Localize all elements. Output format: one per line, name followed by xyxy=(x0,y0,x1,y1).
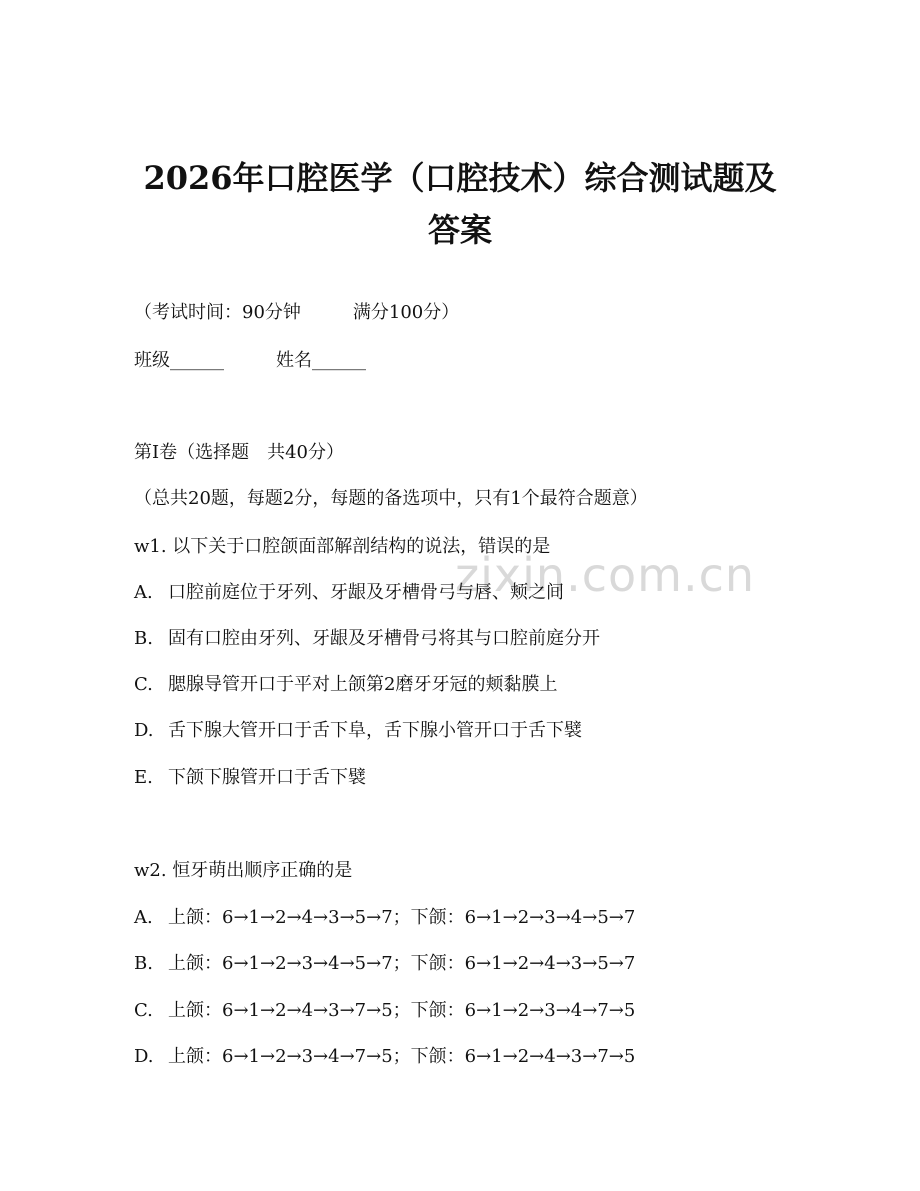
document-title xyxy=(60,152,860,256)
part-note: （总共20题，每题2分，每题的备选项中，只有1个最符合题意） xyxy=(134,488,648,509)
option-letter: B. xyxy=(134,953,153,974)
full-score: 满分100分） xyxy=(352,302,460,323)
question-2-option-b xyxy=(134,950,635,978)
option-text: 口腔前庭位于牙列、牙龈及牙槽骨弓与唇、颊之间 xyxy=(168,582,564,603)
option-letter: A. xyxy=(134,582,153,603)
question-1-option-e xyxy=(134,764,366,792)
question-1-stem: w1. 以下关于口腔颌面部解剖结构的说法，错误的是 xyxy=(134,536,551,557)
option-text: 上颌：6→1→2→4→3→7→5；下颌：6→1→2→3→4→7→5 xyxy=(168,1000,636,1021)
question-1-option-d xyxy=(134,717,582,745)
option-letter: D. xyxy=(134,720,154,741)
title-line-2: 答案 xyxy=(427,211,492,249)
exam-info xyxy=(134,299,459,327)
question-1-option-b xyxy=(134,625,600,653)
option-text: 上颌：6→1→2→4→3→5→7；下颌：6→1→2→3→4→5→7 xyxy=(168,907,636,928)
question-1-option-a xyxy=(134,579,564,607)
option-letter: C. xyxy=(134,1000,153,1021)
option-text: 腮腺导管开口于平对上颌第2磨牙牙冠的颊黏膜上 xyxy=(168,674,558,695)
option-text: 舌下腺大管开口于舌下阜，舌下腺小管开口于舌下襞 xyxy=(168,720,582,741)
option-text: 上颌：6→1→2→3→4→7→5；下颌：6→1→2→4→3→7→5 xyxy=(168,1046,636,1067)
question-1-option-c xyxy=(134,671,557,699)
option-letter: A. xyxy=(134,907,153,928)
question-2-option-d xyxy=(134,1043,635,1071)
option-letter: B. xyxy=(134,628,153,649)
option-letter: C. xyxy=(134,674,153,695)
title-line-1: 2026年口腔医学（口腔技术）综合测试题及 xyxy=(143,159,777,197)
question-2-stem: w2. 恒牙萌出顺序正确的是 xyxy=(134,860,353,881)
question-2-option-c xyxy=(134,997,635,1025)
option-text: 下颌下腺管开口于舌下襞 xyxy=(168,767,366,788)
exam-time: （考试时间：90分钟 xyxy=(134,302,301,323)
question-2-option-a xyxy=(134,904,635,932)
option-letter: D. xyxy=(134,1046,154,1067)
option-letter: E. xyxy=(134,767,153,788)
student-info xyxy=(134,347,366,375)
watermark: zixin.com.cn xyxy=(455,548,756,602)
option-text: 上颌：6→1→2→3→4→5→7；下颌：6→1→2→4→3→5→7 xyxy=(168,953,636,974)
option-text: 固有口腔由牙列、牙龈及牙槽骨弓将其与口腔前庭分开 xyxy=(168,628,600,649)
name-field: 姓名______ xyxy=(276,350,366,371)
class-field: 班级______ xyxy=(134,350,224,371)
part-title: 第I卷（选择题 共40分） xyxy=(134,442,345,463)
